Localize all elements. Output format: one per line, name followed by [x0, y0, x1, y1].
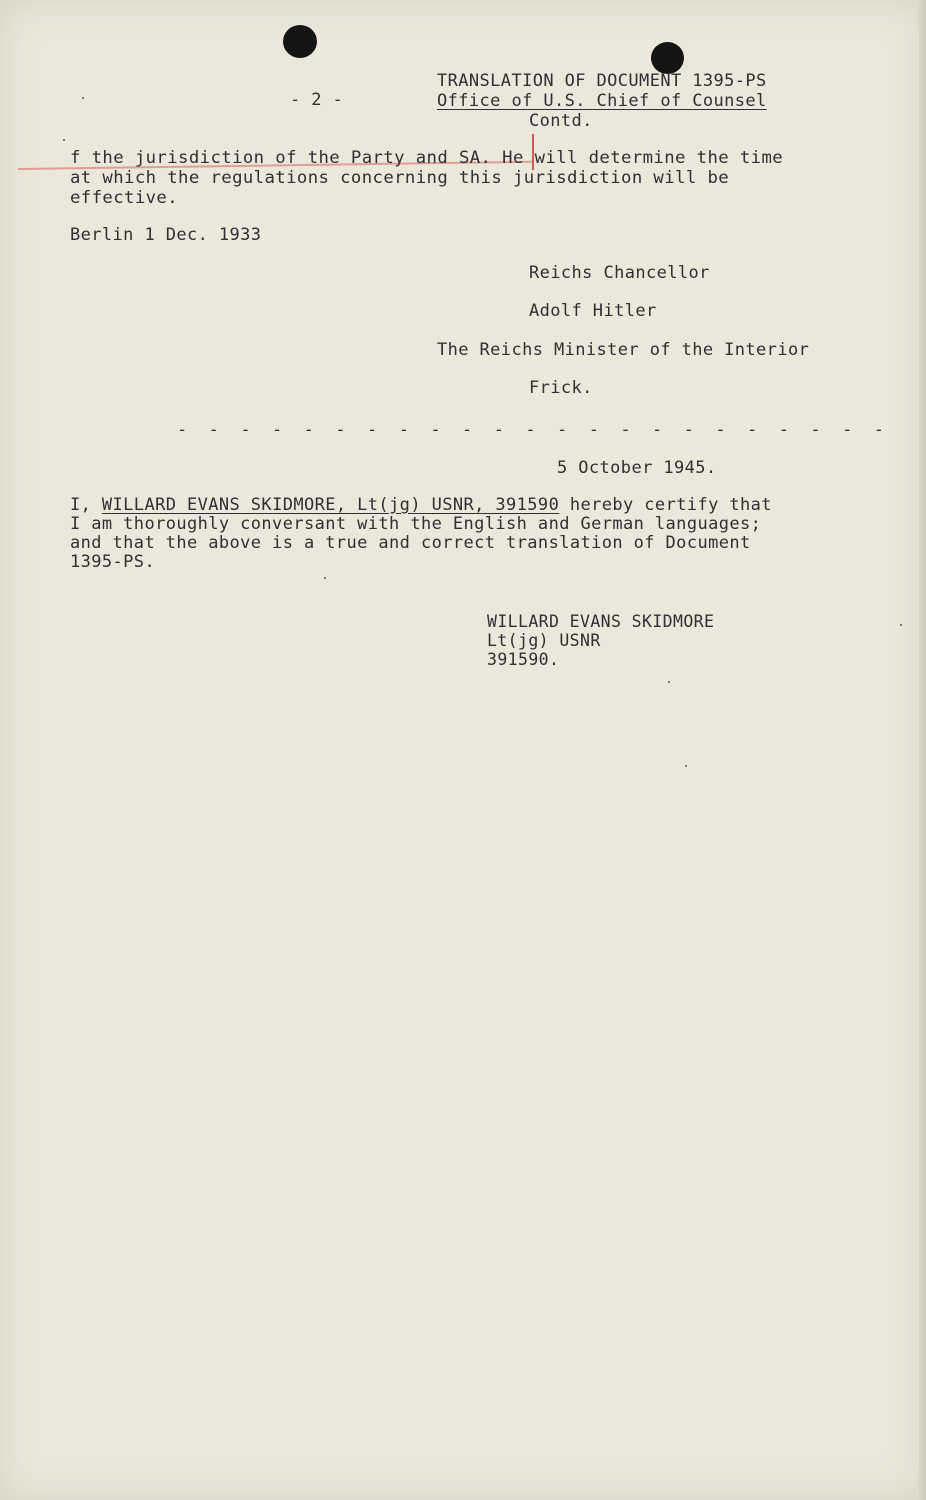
document-title: TRANSLATION OF DOCUMENT 1395-PS — [437, 71, 767, 91]
paper-speck — [324, 577, 326, 579]
chancellor-name: Adolf Hitler — [529, 301, 657, 321]
continued-label: Contd. — [529, 111, 593, 131]
minister-title: The Reichs Minister of the Interior — [437, 340, 810, 360]
punch-hole-right — [651, 42, 684, 74]
place-and-date: Berlin 1 Dec. 1933 — [70, 225, 262, 245]
page-edge-shadow — [919, 0, 926, 1500]
certification-prefix: I, — [70, 495, 102, 515]
paper-speck — [668, 681, 670, 683]
certifier-signature-block — [487, 612, 714, 669]
page-number: - 2 - — [290, 90, 344, 110]
certifier-identity: WILLARD EVANS SKIDMORE, Lt(jg) USNR, 391590 — [101, 495, 560, 515]
certification-date: 5 October 1945. — [557, 458, 717, 478]
chancellor-title: Reichs Chancellor — [529, 263, 710, 283]
body-paragraph: f the jurisdiction of the Party and SA. He will determine the time at which the regulations concerning this jurisdiction will be effective. — [70, 148, 784, 208]
certification-paragraph — [70, 496, 772, 572]
certification-first-line-rest: hereby certify that — [559, 495, 772, 515]
paper-speck — [900, 624, 902, 626]
office-line: Office of U.S. Chief of Counsel — [437, 91, 767, 111]
punch-hole-left — [283, 25, 317, 58]
paper-speck — [685, 765, 687, 767]
signer-number: 391590. — [487, 650, 560, 669]
paper-speck — [82, 97, 84, 99]
signer-rank: Lt(jg) USNR — [487, 631, 601, 650]
certification-remaining-lines: I am thoroughly conversant with the English and German languages; and that the above is a true and correct translation of Document 1395-PS. — [70, 514, 762, 572]
paper-speck — [63, 139, 65, 141]
minister-name: Frick. — [529, 378, 593, 398]
dashed-separator: - - - - - - - - - - - - - - - - - - - - - - - — [177, 420, 890, 440]
signer-name: WILLARD EVANS SKIDMORE — [487, 612, 715, 631]
